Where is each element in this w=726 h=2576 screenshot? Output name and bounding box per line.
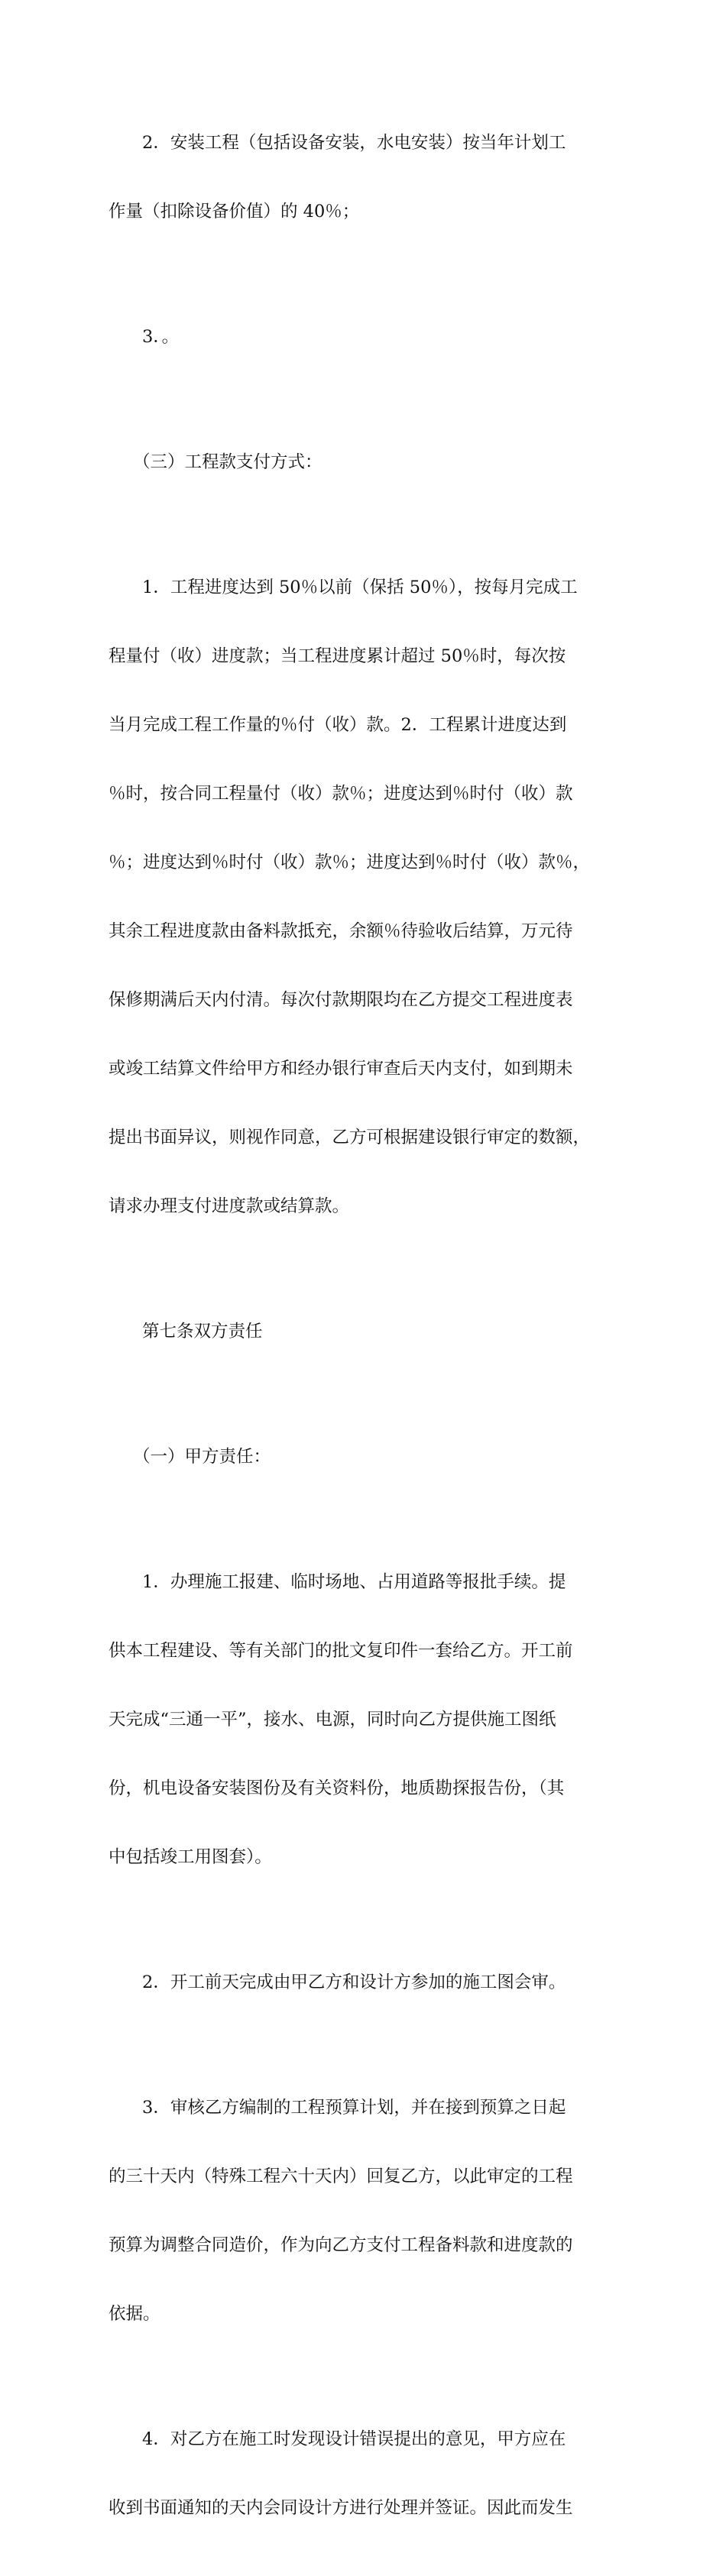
text-line: 保修期满后天内付清。每次付款期限均在乙方提交工程进度表 [109, 990, 573, 1010]
paragraph-drawing-review [109, 1925, 636, 2040]
text-line: 3．审核乙方编制的工程预算计划，并在接到预算之日起 [142, 2098, 566, 2118]
text-line: 收到书面通知的天内会同设计方进行处理并签证。因此而发生 [109, 2498, 573, 2518]
text-line: 的三十天内（特殊工程六十天内）回复乙方，以此审定的工程 [109, 2167, 573, 2186]
text-line: 1．工程进度达到 50％以前（保括 50％），按每月完成工 [142, 578, 578, 597]
text-line: 预算为调整合同造价，作为向乙方支付工程备料款和进度款的 [109, 2235, 573, 2255]
text-line: 提出书面异议，则视作同意，乙方可根据建设银行审定的数额， [109, 1128, 591, 1147]
text-line: 当月完成工程工作量的％付（收）款。2．工程累计进度达到 [109, 715, 567, 735]
text-line: 依据。 [109, 2304, 160, 2324]
article-heading-responsibilities [109, 1274, 636, 1389]
paragraph-budget-review [109, 2050, 636, 2371]
text-line: 供本工程建设、等有关部门的批文复印件一套给乙方。开工前 [109, 1641, 573, 1661]
text-line: 1．办理施工报建、临时场地、占用道路等报批手续。提 [142, 1572, 566, 1592]
text-line: ％时，按合同工程量付（收）款％；进度达到％时付（收）款 [109, 784, 573, 804]
text-line: 作量（扣除设备价值）的 40％； [109, 202, 360, 222]
text-line: 中包括竣工用图套）。 [109, 1847, 272, 1867]
text-line: （三）工程款支付方式： [133, 452, 322, 472]
text-line: ％；进度达到％时付（收）款％；进度达到％时付（收）款％， [109, 853, 591, 872]
section-heading-payment-method [109, 405, 636, 519]
text-line: 2．安装工程（包括设备安装，水电安装）按当年计划工 [142, 133, 566, 153]
paragraph-permits [109, 1525, 636, 1914]
text-line: 其余工程进度款由备料款抵充，余额％待验收后结算，万元待 [109, 921, 573, 941]
text-line: 3．。 [142, 327, 180, 347]
section-heading-party-a [109, 1400, 636, 1514]
text-line: 4．对乙方在施工时发现设计错误提出的意见，甲方应在 [142, 2429, 566, 2449]
paragraph-item-3 [109, 280, 636, 394]
text-line: 天完成“三通一平”，接水、电源，同时向乙方提供施工图纸 [109, 1710, 556, 1730]
text-line: 份，机电设备安装图份及有关资料份，地质勘探报告份，（其 [109, 1778, 565, 1798]
text-line: 或竣工结算文件给甲方和经办银行审查后天内支付，如到期未 [109, 1059, 573, 1079]
text-line: 程量付（收）进度款；当工程进度累计超过 50％时，每次按 [109, 646, 566, 666]
text-line: 2．开工前天完成由甲乙方和设计方参加的施工图会审。 [142, 1972, 566, 1992]
paragraph-design-errors [109, 2382, 636, 2565]
document-body [109, 86, 636, 2576]
text-line: 请求办理支付进度款或结算款。 [109, 1196, 350, 1216]
paragraph-installation-quota [109, 86, 636, 269]
paragraph-progress-payment [109, 530, 636, 1264]
text-line: （一）甲方责任： [133, 1447, 271, 1467]
text-line: 第七条双方责任 [142, 1322, 263, 1341]
